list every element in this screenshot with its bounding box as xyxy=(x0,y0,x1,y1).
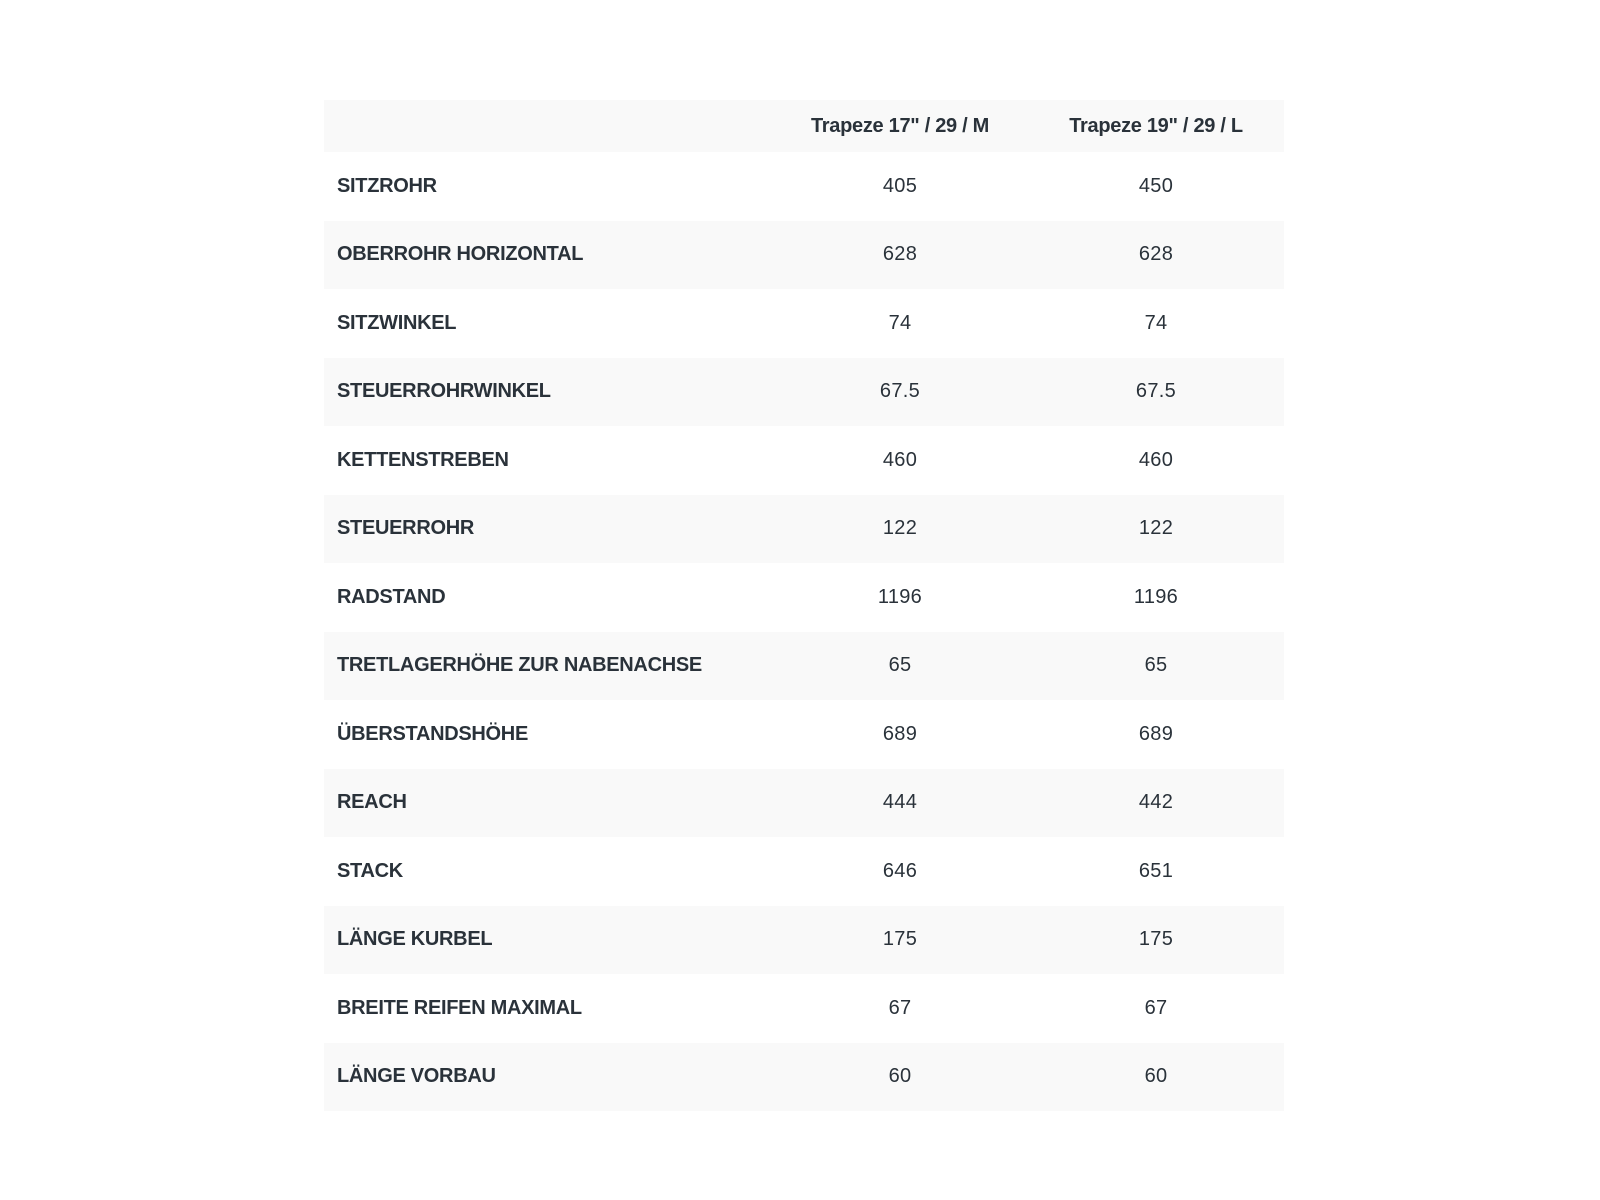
value-size-l: 450 xyxy=(1138,174,1174,197)
value-size-l: 689 xyxy=(1138,722,1174,745)
table-row xyxy=(324,906,1284,975)
header-size-l: Trapeze 19" / 29 / L xyxy=(1028,100,1284,152)
value-size-l: 460 xyxy=(1138,448,1174,471)
value-size-l: 65 xyxy=(1144,654,1168,677)
value-size-l: 74 xyxy=(1144,311,1168,334)
value-size-l: 60 xyxy=(1144,1065,1168,1088)
row-label: SITZWINKEL xyxy=(337,311,457,334)
value-size-m: 689 xyxy=(882,722,918,745)
value-size-l: 67.5 xyxy=(1135,380,1177,403)
geometry-table xyxy=(324,100,1284,1111)
table-row xyxy=(324,1043,1284,1112)
value-size-m: 67.5 xyxy=(879,380,921,403)
table-row xyxy=(324,152,1284,221)
value-size-m: 74 xyxy=(888,311,912,334)
row-label: OBERROHR HORIZONTAL xyxy=(337,243,584,266)
value-size-l: 651 xyxy=(1138,859,1174,882)
table-row xyxy=(324,221,1284,290)
table-row xyxy=(324,426,1284,495)
row-label: REACH xyxy=(337,791,407,814)
value-size-m: 460 xyxy=(882,448,918,471)
value-size-m: 444 xyxy=(882,791,918,814)
value-size-l: 175 xyxy=(1138,928,1174,951)
table-row xyxy=(324,974,1284,1043)
row-label: LÄNGE KURBEL xyxy=(337,928,493,951)
value-size-m: 122 xyxy=(882,517,918,540)
row-label: STEUERROHR xyxy=(337,517,475,540)
value-size-m: 628 xyxy=(882,243,918,266)
row-label: BREITE REIFEN MAXIMAL xyxy=(337,996,582,1019)
row-label: STEUERROHRWINKEL xyxy=(337,380,551,403)
value-size-l: 122 xyxy=(1138,517,1174,540)
value-size-m: 646 xyxy=(882,859,918,882)
table-row xyxy=(324,769,1284,838)
table-row xyxy=(324,837,1284,906)
value-size-m: 405 xyxy=(882,174,918,197)
row-label: TRETLAGERHÖHE ZUR NABENACHSE xyxy=(337,654,702,677)
table-header-row xyxy=(324,100,1284,152)
value-size-m: 175 xyxy=(882,928,918,951)
row-label: RADSTAND xyxy=(337,585,446,608)
value-size-l: 67 xyxy=(1144,996,1168,1019)
row-label: KETTENSTREBEN xyxy=(337,448,509,471)
value-size-l: 1196 xyxy=(1133,585,1179,608)
header-size-m: Trapeze 17" / 29 / M xyxy=(772,100,1028,152)
table-row xyxy=(324,358,1284,427)
value-size-l: 442 xyxy=(1138,791,1174,814)
table-row xyxy=(324,289,1284,358)
value-size-m: 65 xyxy=(888,654,912,677)
table-row xyxy=(324,495,1284,564)
value-size-l: 628 xyxy=(1138,243,1174,266)
row-label: STACK xyxy=(337,859,403,882)
table-row xyxy=(324,632,1284,701)
row-label: LÄNGE VORBAU xyxy=(337,1065,496,1088)
value-size-m: 1196 xyxy=(877,585,923,608)
table-row xyxy=(324,563,1284,632)
table-row xyxy=(324,700,1284,769)
header-label-column xyxy=(324,100,772,152)
value-size-m: 60 xyxy=(888,1065,912,1088)
value-size-m: 67 xyxy=(888,996,912,1019)
row-label: SITZROHR xyxy=(337,174,437,197)
row-label: ÜBERSTANDSHÖHE xyxy=(337,722,528,745)
